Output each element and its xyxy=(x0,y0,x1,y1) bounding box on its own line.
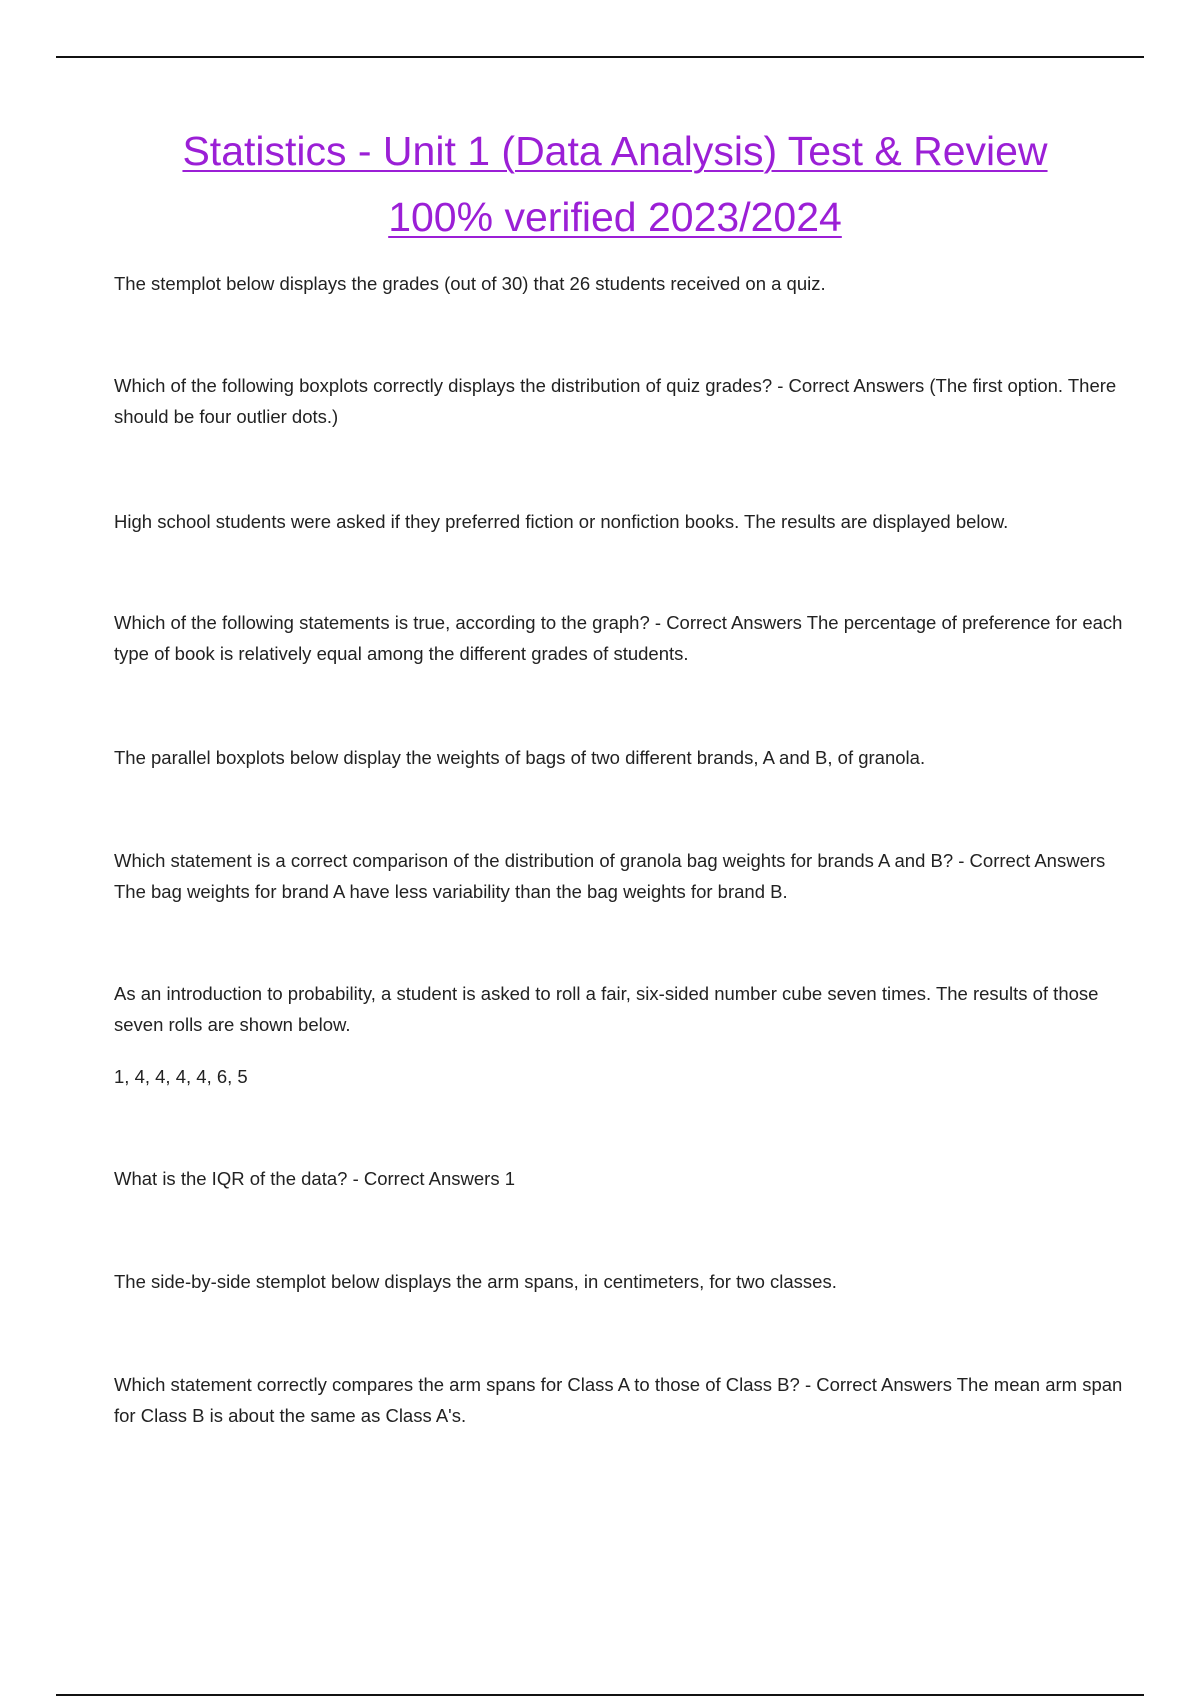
paragraph-stemplot-intro: The stemplot below displays the grades (out of 30) that 26 students received on a quiz. xyxy=(114,273,826,294)
bottom-rule xyxy=(56,1694,1144,1696)
paragraph-fiction-survey: High school students were asked if they preferred fiction or nonfiction books. The results are displayed below. xyxy=(114,511,1009,532)
paragraph-boxplot-answer: Which of the following boxplots correctly displays the distribution of quiz grades? - Correct Answers (The first option. There should be four outlier dots.) xyxy=(114,375,1117,427)
top-rule xyxy=(56,56,1144,58)
paragraph-armspan-intro: The side-by-side stemplot below displays the arm spans, in centimeters, for two classes. xyxy=(114,1271,837,1292)
paragraph-graph-answer: Which of the following statements is true, according to the graph? - Correct Answers The percentage of preference for each type of book is relatively equal among the different grades of students. xyxy=(114,612,1123,664)
title-line-2[interactable]: 100% verified 2023/2024 xyxy=(388,194,842,240)
paragraph-granola-intro: The parallel boxplots below display the weights of bags of two different brands, A and B, of granola. xyxy=(114,747,926,768)
paragraph-iqr-answer: What is the IQR of the data? - Correct Answers 1 xyxy=(114,1168,516,1189)
paragraph-granola-answer: Which statement is a correct comparison of the distribution of granola bag weights for brands A and B? - Correct Answers The bag weights for brand A have less variability than the bag weights for brand B. xyxy=(114,850,1106,902)
paragraph-dice-intro: As an introduction to probability, a student is asked to roll a fair, six-sided number cube seven times. The results of those seven rolls are shown below. xyxy=(114,983,1099,1035)
title-line-1[interactable]: Statistics - Unit 1 (Data Analysis) Test & Review xyxy=(182,128,1048,174)
document-title[interactable] xyxy=(100,118,1130,250)
paragraph-dice-results: 1, 4, 4, 4, 4, 6, 5 xyxy=(114,1066,248,1087)
paragraph-armspan-answer: Which statement correctly compares the arm spans for Class A to those of Class B? - Correct Answers The mean arm span for Class B is about the same as Class A's. xyxy=(114,1374,1123,1426)
